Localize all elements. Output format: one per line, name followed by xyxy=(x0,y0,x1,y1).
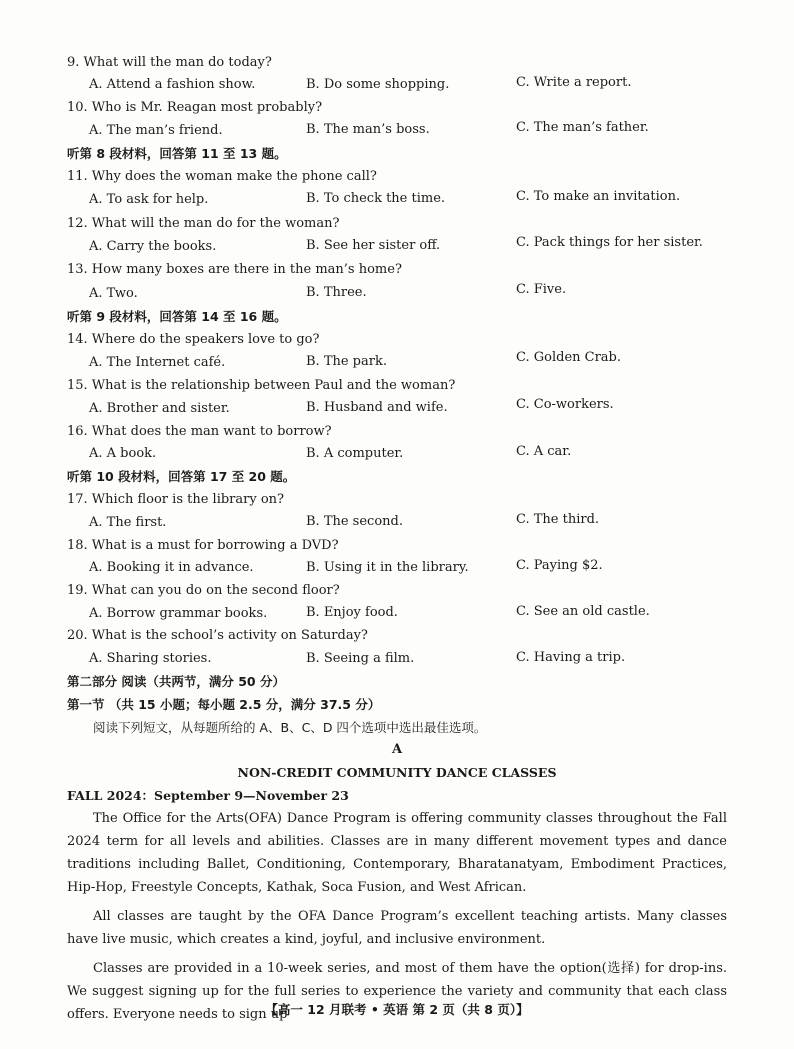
paragraph-1: The Office for the Arts(OFA) Dance Program is offering community classes throughout the Fall 2024 term for all levels and abilities. Classes are in many different movement types and dance traditions including Ballet, Conditioning, Contemporary, Bharatanatyam, Embodiment Practices, Hip-Hop, Freestyle Concepts, Kathak, Soca Fusion, and West African. xyxy=(67,811,727,895)
q12-option-b: B. See her sister off. xyxy=(306,238,441,253)
q9-option-a: A. Attend a fashion show. xyxy=(89,77,256,92)
q13-option-a: A. Two. xyxy=(89,286,138,301)
q14-option-c: C. Golden Crab. xyxy=(516,350,622,365)
section-9-instruction: 听第 9 段材料，回答第 14 至 16 题。 xyxy=(67,309,287,324)
passage-body xyxy=(67,807,727,1026)
q18-option-b: B. Using it in the library. xyxy=(306,560,469,575)
question-9: 9. What will the man do today? xyxy=(67,55,272,70)
q11-option-a: A. To ask for help. xyxy=(89,192,209,207)
question-20: 20. What is the school’s activity on Saturday? xyxy=(67,628,368,643)
q18-option-a: A. Booking it in advance. xyxy=(89,560,254,575)
q9-option-c: C. Write a report. xyxy=(516,75,632,90)
q19-option-b: B. Enjoy food. xyxy=(306,605,398,620)
section-1-heading: 第一节 （共 15 小题；每小题 2.5 分，满分 37.5 分） xyxy=(67,697,381,712)
question-12: 12. What will the man do for the woman? xyxy=(67,216,340,231)
q15-option-a: A. Brother and sister. xyxy=(89,401,230,416)
q13-option-b: B. Three. xyxy=(306,285,367,300)
part-2-heading: 第二部分 阅读（共两节，满分 50 分） xyxy=(67,674,285,689)
q19-option-c: C. See an old castle. xyxy=(516,604,650,619)
question-17: 17. Which floor is the library on? xyxy=(67,492,285,507)
q18-option-c: C. Paying $2. xyxy=(516,558,603,573)
question-15: 15. What is the relationship between Paul and the woman? xyxy=(67,378,456,393)
question-19: 19. What can you do on the second floor? xyxy=(67,583,340,598)
question-14: 14. Where do the speakers love to go? xyxy=(67,332,320,347)
q9-option-b: B. Do some shopping. xyxy=(306,77,450,92)
q15-option-b: B. Husband and wife. xyxy=(306,400,448,415)
q17-option-c: C. The third. xyxy=(516,512,600,527)
reading-direction: 阅读下列短文，从每题所给的 A、B、C、D 四个选项中选出最佳选项。 xyxy=(93,720,487,735)
q20-option-b: B. Seeing a film. xyxy=(306,651,415,666)
q16-option-c: C. A car. xyxy=(516,444,572,459)
q14-option-a: A. The Internet café. xyxy=(89,355,226,370)
q20-option-c: C. Having a trip. xyxy=(516,650,626,665)
question-16: 16. What does the man want to borrow? xyxy=(67,424,332,439)
q17-option-b: B. The second. xyxy=(306,514,403,529)
q11-option-c: C. To make an invitation. xyxy=(516,189,681,204)
section-8-instruction: 听第 8 段材料，回答第 11 至 13 题。 xyxy=(67,146,287,161)
question-10: 10. Who is Mr. Reagan most probably? xyxy=(67,100,323,115)
q12-option-a: A. Carry the books. xyxy=(89,239,217,254)
question-13: 13. How many boxes are there in the man’s home? xyxy=(67,262,402,277)
page-footer: 【高一 12 月联考 • 英语 第 2 页（共 8 页）】 xyxy=(265,1002,529,1017)
passage-letter: A xyxy=(391,742,403,757)
q14-option-b: B. The park. xyxy=(306,354,387,369)
q20-option-a: A. Sharing stories. xyxy=(89,651,212,666)
passage-title: NON-CREDIT COMMUNITY DANCE CLASSES xyxy=(237,765,557,780)
question-11: 11. Why does the woman make the phone call? xyxy=(67,169,377,184)
paragraph-3: Classes are provided in a 10-week series, and most of them have the option(选择) for drop-ins. We suggest signing up for the full series to experience the variety and community that each class offers. Everyone needs to sign up xyxy=(67,961,727,1022)
q11-option-b: B. To check the time. xyxy=(306,191,446,206)
paragraph-2: All classes are taught by the OFA Dance Program’s excellent teaching artists. Many classes have live music, which creates a kind, joyful, and inclusive environment. xyxy=(67,909,727,947)
q17-option-a: A. The first. xyxy=(89,515,167,530)
q15-option-c: C. Co-workers. xyxy=(516,397,614,412)
question-18: 18. What is a must for borrowing a DVD? xyxy=(67,538,339,553)
q19-option-a: A. Borrow grammar books. xyxy=(89,606,268,621)
passage-dates: FALL 2024：September 9—November 23 xyxy=(67,788,349,803)
q16-option-b: B. A computer. xyxy=(306,446,404,461)
q13-option-c: C. Five. xyxy=(516,282,567,297)
q10-option-b: B. The man’s boss. xyxy=(306,122,430,137)
q16-option-a: A. A book. xyxy=(89,446,157,461)
q12-option-c: C. Pack things for her sister. xyxy=(516,235,703,250)
q10-option-a: A. The man’s friend. xyxy=(89,123,223,138)
section-10-instruction: 听第 10 段材料，回答第 17 至 20 题。 xyxy=(67,469,296,484)
q10-option-c: C. The man’s father. xyxy=(516,120,649,135)
